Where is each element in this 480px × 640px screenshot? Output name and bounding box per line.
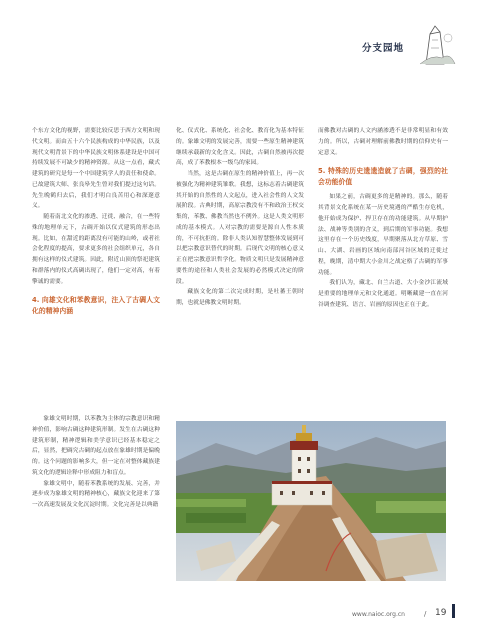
paragraph: 化、仪式化、系统化、社会化、教育化为基本特征的。象雄文明的发展完善，需要一些原生精神建筑继续承载新的文化含义。因此，古碉自然被再次提高，成了苯教根本一级鸟的家园。 <box>176 128 304 167</box>
footer-accent-bar <box>452 604 455 618</box>
tower-sketch-icon <box>418 24 456 66</box>
paragraph: 当然，这是古碉在原生的精神价值上，再一次被强化为精神建筑雏歌。我想，这标志着古碉建筑其开始的自然性的人文起点，进入社会性的人文发展阶段。古典时期，高原宗教没有不和政治王权交集的，苯教、佛教当然也不例外。这是人类文明形成的基本模式。人对宗教的需要是源自人性本质的，不可抗拒的。除非人类认知智慧整体发展到可以把宗教意识替代的时期。后现代文明的核心意义正在把宗教意识哲学化。物质文明只是发展精神意要性的途径和人类社会发展的必然模式决定的阶段。 <box>176 171 304 285</box>
paragraph: 如果之前，古碉更多的是精神的。那么，随着其背景文化系统在某一历史境遇的严酷生存危机，他开始成为保护、捍卫存在的功能建筑。从早期护法、战神等类别的含义，到后期的军事功能。我想这里存在一个历史线度，早期聚落从北方草原、雪山、大湖、岩画的区域向南部河谷区域的迁徙过程，晚期，清中期大小金川之战定格了古碉的军事功能。 <box>318 194 448 276</box>
column-1-lower <box>32 414 160 511</box>
paragraph: 象雄文明时期，以苯教为主体的宗教意识和精神价值，影响古碉这种建筑形制。发生在古碉这种建筑形制，精神逻辑和美学意识已经基本稳定之后，显然，把碉究古碉的起点放在象雄时期是偏晚的。这个问题的影响多大，但一定在对整体藏族建筑文化的逻辑诠释中形成阻力和盲点。 <box>32 416 160 476</box>
paragraph: 随着南北文化的渗透、迁徙、融合，在一些特殊的地理单元下，古碉开始以仪式建筑的形态出现。比如，在甜近的距离没有可能的山岭，或者社会化程度的提高，要求更多的社会组织单元，各自拥有这样的仪式建筑。因此，附近山顶的祭祀建筑和群落内的仪式高碉出现了，他们一定对高，有着擎诚的需要。 <box>32 214 160 285</box>
footer-url: www.naioc.org.cn <box>352 611 405 618</box>
footer-separator: / <box>424 610 427 618</box>
paragraph: 而佛教对古碉的人文内涵渗透不是非常明显和有效力的。所以，古碉对理解前佛教时期的信仰史有一定意义。 <box>318 128 448 156</box>
column-3 <box>318 126 448 311</box>
paragraph: 象雄文明中，随着苯教系统的发展、完善，并逐步成为象雄文明的精神核心，藏族文化迎来了第一次高速发展及文化沉淀时期。文化完善是以典籍 <box>32 480 160 508</box>
paragraph: 个东方文化的视野，需要比较反思于西方文明和现代文明。而由五十六个民族构成的中华民族，以及现代文明背景下的中华民族文明体系建设是中国可持续发展不可缺少的精神资源。从这一点看，藏式建筑的研究是每一个中国建筑学人的责任和使命。已故建筑大师、张良皋先生曾对我们提过这句话。先生晚鹤归去后，我们才明白良苦用心和深邃意义。 <box>32 128 160 210</box>
section-heading-5: 5. 特殊的历史遗遗造就了古碉，强烈的社会功能价值 <box>318 167 448 187</box>
column-2 <box>176 126 304 309</box>
section-title: 分支园地 <box>362 43 405 54</box>
tower-photo <box>176 421 446 581</box>
column-1 <box>32 126 160 321</box>
paragraph: 我们认为，藏北、自兰古道、大小金沙江流域是重要的地理单元和文化通道。明晰藏建一直在河谷调查建筑、语言、岩画的原因也正在于此。 <box>318 280 448 308</box>
section-heading-4: 4. 向雄文化和苯教意识，注入了古碉人文化的精神内涵 <box>32 296 160 316</box>
page-number: 19 <box>435 608 447 618</box>
paragraph: 藏族文化的第二次完成时期，是吐蕃王朝时期，也就是佛教文明时期。 <box>176 289 304 306</box>
